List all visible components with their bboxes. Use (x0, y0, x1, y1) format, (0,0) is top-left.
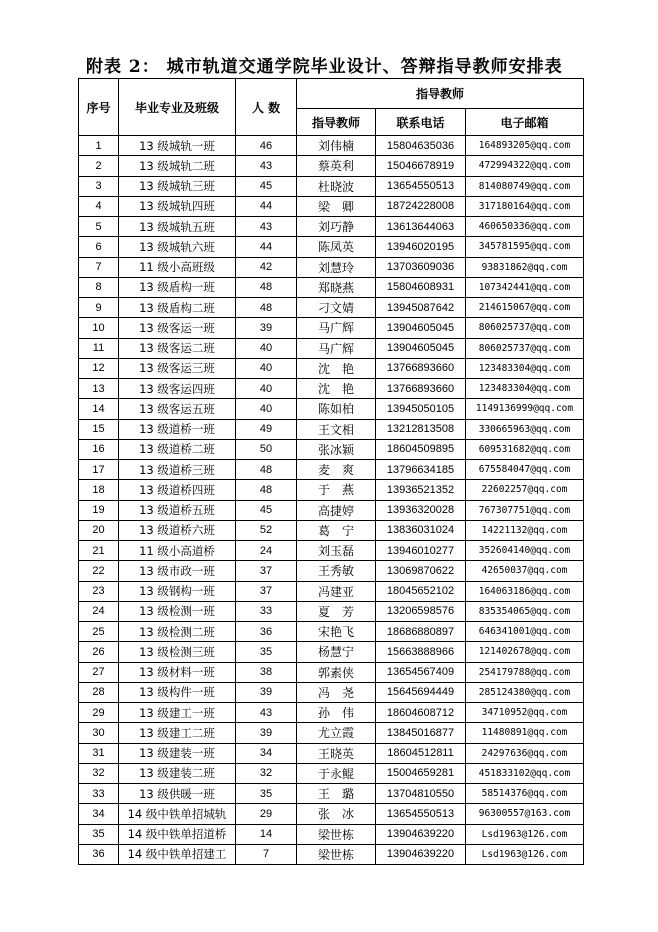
row-class: 13 级钢构一班 (119, 581, 236, 601)
table-row (79, 703, 584, 723)
table-row (79, 379, 584, 399)
row-email: 806025737@qq.com (466, 318, 584, 338)
row-email: 123483304@qq.com (466, 379, 584, 399)
row-teacher: 张冰颖 (297, 439, 376, 459)
row-teacher: 刁文婧 (297, 298, 376, 318)
row-seq: 15 (79, 419, 119, 439)
row-count: 37 (236, 561, 297, 581)
row-seq: 28 (79, 682, 119, 702)
row-teacher: 冯建亚 (297, 581, 376, 601)
row-count: 39 (236, 682, 297, 702)
row-count: 42 (236, 257, 297, 277)
row-class: 13 级建装一班 (119, 743, 236, 763)
row-teacher: 陈如柏 (297, 399, 376, 419)
row-seq: 12 (79, 358, 119, 378)
row-phone: 13654550513 (376, 176, 466, 196)
row-phone: 13796634185 (376, 460, 466, 480)
row-seq: 13 (79, 379, 119, 399)
row-phone: 13945050105 (376, 399, 466, 419)
table-row (79, 601, 584, 621)
row-class: 13 级客运四班 (119, 379, 236, 399)
row-teacher: 刘慧玲 (297, 257, 376, 277)
row-teacher: 梁 卿 (297, 196, 376, 216)
row-email: 1149136999@qq.com (466, 399, 584, 419)
row-class: 13 级盾构二班 (119, 298, 236, 318)
row-count: 43 (236, 217, 297, 237)
row-count: 36 (236, 622, 297, 642)
row-seq: 4 (79, 196, 119, 216)
row-seq: 2 (79, 156, 119, 176)
row-email: 107342441@qq.com (466, 277, 584, 297)
row-teacher: 夏 芳 (297, 601, 376, 621)
row-teacher: 刘玉磊 (297, 541, 376, 561)
row-count: 35 (236, 784, 297, 804)
row-seq: 7 (79, 257, 119, 277)
row-count: 52 (236, 520, 297, 540)
row-email: 22602257@qq.com (466, 480, 584, 500)
table-row (79, 156, 584, 176)
row-email: 121402678@qq.com (466, 642, 584, 662)
row-class: 13 级供暖一班 (119, 784, 236, 804)
table-row (79, 439, 584, 459)
row-seq: 22 (79, 561, 119, 581)
row-phone: 15645694449 (376, 682, 466, 702)
row-count: 49 (236, 419, 297, 439)
header-count: 人 数 (236, 79, 297, 136)
row-phone: 13069870622 (376, 561, 466, 581)
row-email: 93831862@qq.com (466, 257, 584, 277)
row-class: 13 级检测一班 (119, 601, 236, 621)
row-email: 42650037@qq.com (466, 561, 584, 581)
row-seq: 30 (79, 723, 119, 743)
row-email: 254179788@qq.com (466, 662, 584, 682)
row-seq: 17 (79, 460, 119, 480)
row-class: 13 级城轨二班 (119, 156, 236, 176)
row-class: 13 级检测二班 (119, 622, 236, 642)
row-email: 806025737@qq.com (466, 338, 584, 358)
row-seq: 16 (79, 439, 119, 459)
row-teacher: 孙 伟 (297, 703, 376, 723)
row-email: 164063186@qq.com (466, 581, 584, 601)
row-class: 13 级道桥二班 (119, 439, 236, 459)
row-phone: 13845016877 (376, 723, 466, 743)
row-email: 675584047@qq.com (466, 460, 584, 480)
row-count: 39 (236, 723, 297, 743)
table-row (79, 338, 584, 358)
row-email: 609531682@qq.com (466, 439, 584, 459)
row-teacher: 沈 艳 (297, 358, 376, 378)
row-class: 13 级客运五班 (119, 399, 236, 419)
row-phone: 13212813508 (376, 419, 466, 439)
table-row (79, 561, 584, 581)
table-row (79, 298, 584, 318)
row-email: 285124380@qq.com (466, 682, 584, 702)
row-phone: 18604608712 (376, 703, 466, 723)
row-phone: 13904605045 (376, 318, 466, 338)
table-row (79, 520, 584, 540)
row-class: 14 级中铁单招建工 (119, 844, 236, 864)
row-email: 14221132@qq.com (466, 520, 584, 540)
row-phone: 13704810550 (376, 784, 466, 804)
row-teacher: 王 璐 (297, 784, 376, 804)
table-row (79, 763, 584, 783)
table-row (79, 257, 584, 277)
row-class: 14 级中铁单招道桥 (119, 824, 236, 844)
row-seq: 19 (79, 500, 119, 520)
table-row (79, 419, 584, 439)
row-seq: 32 (79, 763, 119, 783)
row-class: 13 级城轨四班 (119, 196, 236, 216)
row-phone: 15804635036 (376, 136, 466, 156)
table-row (79, 358, 584, 378)
row-class: 13 级道桥三班 (119, 460, 236, 480)
row-class: 13 级建工一班 (119, 703, 236, 723)
row-class: 13 级城轨一班 (119, 136, 236, 156)
row-phone: 15046678919 (376, 156, 466, 176)
row-email: Lsd1963@126.com (466, 824, 584, 844)
row-seq: 18 (79, 480, 119, 500)
row-count: 37 (236, 581, 297, 601)
row-seq: 35 (79, 824, 119, 844)
row-teacher: 冯 尧 (297, 682, 376, 702)
row-phone: 15804608931 (376, 277, 466, 297)
row-email: 11480891@qq.com (466, 723, 584, 743)
table-row (79, 500, 584, 520)
table-row (79, 824, 584, 844)
header-seq: 序号 (79, 79, 119, 136)
row-seq: 21 (79, 541, 119, 561)
table-row (79, 662, 584, 682)
row-teacher: 宋艳飞 (297, 622, 376, 642)
row-email: 214615067@qq.com (466, 298, 584, 318)
row-email: 330665963@qq.com (466, 419, 584, 439)
row-class: 13 级客运三班 (119, 358, 236, 378)
row-count: 43 (236, 703, 297, 723)
row-phone: 15663888966 (376, 642, 466, 662)
row-teacher: 陈凤英 (297, 237, 376, 257)
row-teacher: 张 冰 (297, 804, 376, 824)
row-email: 96300557@163.com (466, 804, 584, 824)
table-row (79, 480, 584, 500)
row-count: 48 (236, 480, 297, 500)
row-phone: 13206598576 (376, 601, 466, 621)
table-row (79, 844, 584, 864)
row-email: 451833102@qq.com (466, 763, 584, 783)
row-teacher: 蔡英利 (297, 156, 376, 176)
row-class: 13 级检测三班 (119, 642, 236, 662)
table-row (79, 277, 584, 297)
row-email: 460650336@qq.com (466, 217, 584, 237)
row-class: 11 级小高班级 (119, 257, 236, 277)
row-count: 46 (236, 136, 297, 156)
document-title: 附表 2： 城市轨道交通学院毕业设计、答辩指导教师安排表 (86, 57, 563, 77)
row-email: 646341001@qq.com (466, 622, 584, 642)
row-email: 352604140@qq.com (466, 541, 584, 561)
table-row (79, 196, 584, 216)
row-phone: 13836031024 (376, 520, 466, 540)
row-email: 123483304@qq.com (466, 358, 584, 378)
row-phone: 18686880897 (376, 622, 466, 642)
row-email: 835354065@qq.com (466, 601, 584, 621)
row-seq: 26 (79, 642, 119, 662)
header-advisor-group: 指导教师 (297, 79, 584, 109)
row-count: 14 (236, 824, 297, 844)
row-count: 32 (236, 763, 297, 783)
row-phone: 13936521352 (376, 480, 466, 500)
row-phone: 13766893660 (376, 379, 466, 399)
row-count: 45 (236, 500, 297, 520)
row-class: 11 级小高道桥 (119, 541, 236, 561)
row-class: 13 级建工二班 (119, 723, 236, 743)
row-teacher: 马广辉 (297, 338, 376, 358)
row-phone: 18604512811 (376, 743, 466, 763)
row-phone: 15004659281 (376, 763, 466, 783)
table-row (79, 743, 584, 763)
table-row (79, 217, 584, 237)
row-class: 13 级构件一班 (119, 682, 236, 702)
row-class: 13 级道桥四班 (119, 480, 236, 500)
table-body (79, 136, 584, 865)
row-class: 13 级市政一班 (119, 561, 236, 581)
row-class: 13 级道桥六班 (119, 520, 236, 540)
row-count: 48 (236, 298, 297, 318)
row-teacher: 马广辉 (297, 318, 376, 338)
row-count: 7 (236, 844, 297, 864)
row-teacher: 王秀敏 (297, 561, 376, 581)
row-email: 472994322@qq.com (466, 156, 584, 176)
row-seq: 27 (79, 662, 119, 682)
row-email: 58514376@qq.com (466, 784, 584, 804)
row-seq: 23 (79, 581, 119, 601)
table-row (79, 642, 584, 662)
row-teacher: 尤立霞 (297, 723, 376, 743)
advisor-table (78, 78, 584, 865)
row-phone: 13703609036 (376, 257, 466, 277)
row-count: 40 (236, 358, 297, 378)
row-phone: 13946010277 (376, 541, 466, 561)
row-count: 44 (236, 196, 297, 216)
table-row (79, 804, 584, 824)
row-phone: 13766893660 (376, 358, 466, 378)
row-email: 34710952@qq.com (466, 703, 584, 723)
header-major-class: 毕业专业及班级 (119, 79, 236, 136)
row-count: 43 (236, 156, 297, 176)
row-count: 45 (236, 176, 297, 196)
row-teacher: 郭素侠 (297, 662, 376, 682)
row-count: 39 (236, 318, 297, 338)
row-phone: 13904639220 (376, 844, 466, 864)
row-teacher: 梁世栋 (297, 844, 376, 864)
row-phone: 13936320028 (376, 500, 466, 520)
row-count: 40 (236, 399, 297, 419)
row-seq: 24 (79, 601, 119, 621)
row-teacher: 于 燕 (297, 480, 376, 500)
row-seq: 9 (79, 298, 119, 318)
row-class: 13 级城轨三班 (119, 176, 236, 196)
row-phone: 13946020195 (376, 237, 466, 257)
row-teacher: 刘巧静 (297, 217, 376, 237)
row-teacher: 沈 艳 (297, 379, 376, 399)
table-row (79, 136, 584, 156)
row-class: 13 级客运二班 (119, 338, 236, 358)
row-teacher: 王文相 (297, 419, 376, 439)
row-count: 44 (236, 237, 297, 257)
header-phone: 联系电话 (376, 109, 466, 136)
row-count: 48 (236, 460, 297, 480)
row-phone: 18604509895 (376, 439, 466, 459)
row-seq: 3 (79, 176, 119, 196)
row-count: 40 (236, 338, 297, 358)
table-row (79, 784, 584, 804)
row-count: 50 (236, 439, 297, 459)
row-class: 13 级建装二班 (119, 763, 236, 783)
row-seq: 31 (79, 743, 119, 763)
table-row (79, 399, 584, 419)
row-seq: 11 (79, 338, 119, 358)
row-teacher: 郑晓燕 (297, 277, 376, 297)
table-row (79, 318, 584, 338)
table-row (79, 622, 584, 642)
table-row (79, 237, 584, 257)
row-seq: 33 (79, 784, 119, 804)
row-phone: 13613644063 (376, 217, 466, 237)
row-seq: 34 (79, 804, 119, 824)
row-count: 35 (236, 642, 297, 662)
row-class: 13 级盾构一班 (119, 277, 236, 297)
row-email: 164893205@qq.com (466, 136, 584, 156)
row-class: 13 级城轨五班 (119, 217, 236, 237)
row-count: 38 (236, 662, 297, 682)
row-seq: 14 (79, 399, 119, 419)
row-teacher: 葛 宁 (297, 520, 376, 540)
header-email: 电子邮箱 (466, 109, 584, 136)
row-class: 13 级道桥一班 (119, 419, 236, 439)
row-teacher: 王晓英 (297, 743, 376, 763)
row-email: 814080749@qq.com (466, 176, 584, 196)
row-email: Lsd1963@126.com (466, 844, 584, 864)
row-email: 345781595@qq.com (466, 237, 584, 257)
row-phone: 18045652102 (376, 581, 466, 601)
table-row (79, 723, 584, 743)
row-count: 33 (236, 601, 297, 621)
row-teacher: 梁世栋 (297, 824, 376, 844)
row-seq: 29 (79, 703, 119, 723)
row-class: 13 级客运一班 (119, 318, 236, 338)
row-class: 13 级材料一班 (119, 662, 236, 682)
row-phone: 13904605045 (376, 338, 466, 358)
row-seq: 6 (79, 237, 119, 257)
row-seq: 36 (79, 844, 119, 864)
table-row (79, 541, 584, 561)
row-seq: 10 (79, 318, 119, 338)
row-count: 29 (236, 804, 297, 824)
row-email: 24297636@qq.com (466, 743, 584, 763)
row-count: 40 (236, 379, 297, 399)
table-row (79, 682, 584, 702)
row-teacher: 高捷婷 (297, 500, 376, 520)
row-teacher: 于永鲲 (297, 763, 376, 783)
row-seq: 25 (79, 622, 119, 642)
row-count: 34 (236, 743, 297, 763)
row-teacher: 刘伟楠 (297, 136, 376, 156)
row-seq: 1 (79, 136, 119, 156)
table-row (79, 581, 584, 601)
row-seq: 8 (79, 277, 119, 297)
table-row (79, 176, 584, 196)
row-phone: 18724228008 (376, 196, 466, 216)
row-email: 317180164@qq.com (466, 196, 584, 216)
row-seq: 5 (79, 217, 119, 237)
row-phone: 13654567409 (376, 662, 466, 682)
row-seq: 20 (79, 520, 119, 540)
row-class: 13 级道桥五班 (119, 500, 236, 520)
row-class: 13 级城轨六班 (119, 237, 236, 257)
row-count: 48 (236, 277, 297, 297)
row-teacher: 杨慧宁 (297, 642, 376, 662)
row-phone: 13945087642 (376, 298, 466, 318)
header-teacher: 指导教师 (297, 109, 376, 136)
row-teacher: 麦 爽 (297, 460, 376, 480)
table-row (79, 460, 584, 480)
row-phone: 13654550513 (376, 804, 466, 824)
row-email: 767307751@qq.com (466, 500, 584, 520)
row-count: 24 (236, 541, 297, 561)
row-phone: 13904639220 (376, 824, 466, 844)
row-class: 14 级中铁单招城轨 (119, 804, 236, 824)
row-teacher: 杜晓波 (297, 176, 376, 196)
